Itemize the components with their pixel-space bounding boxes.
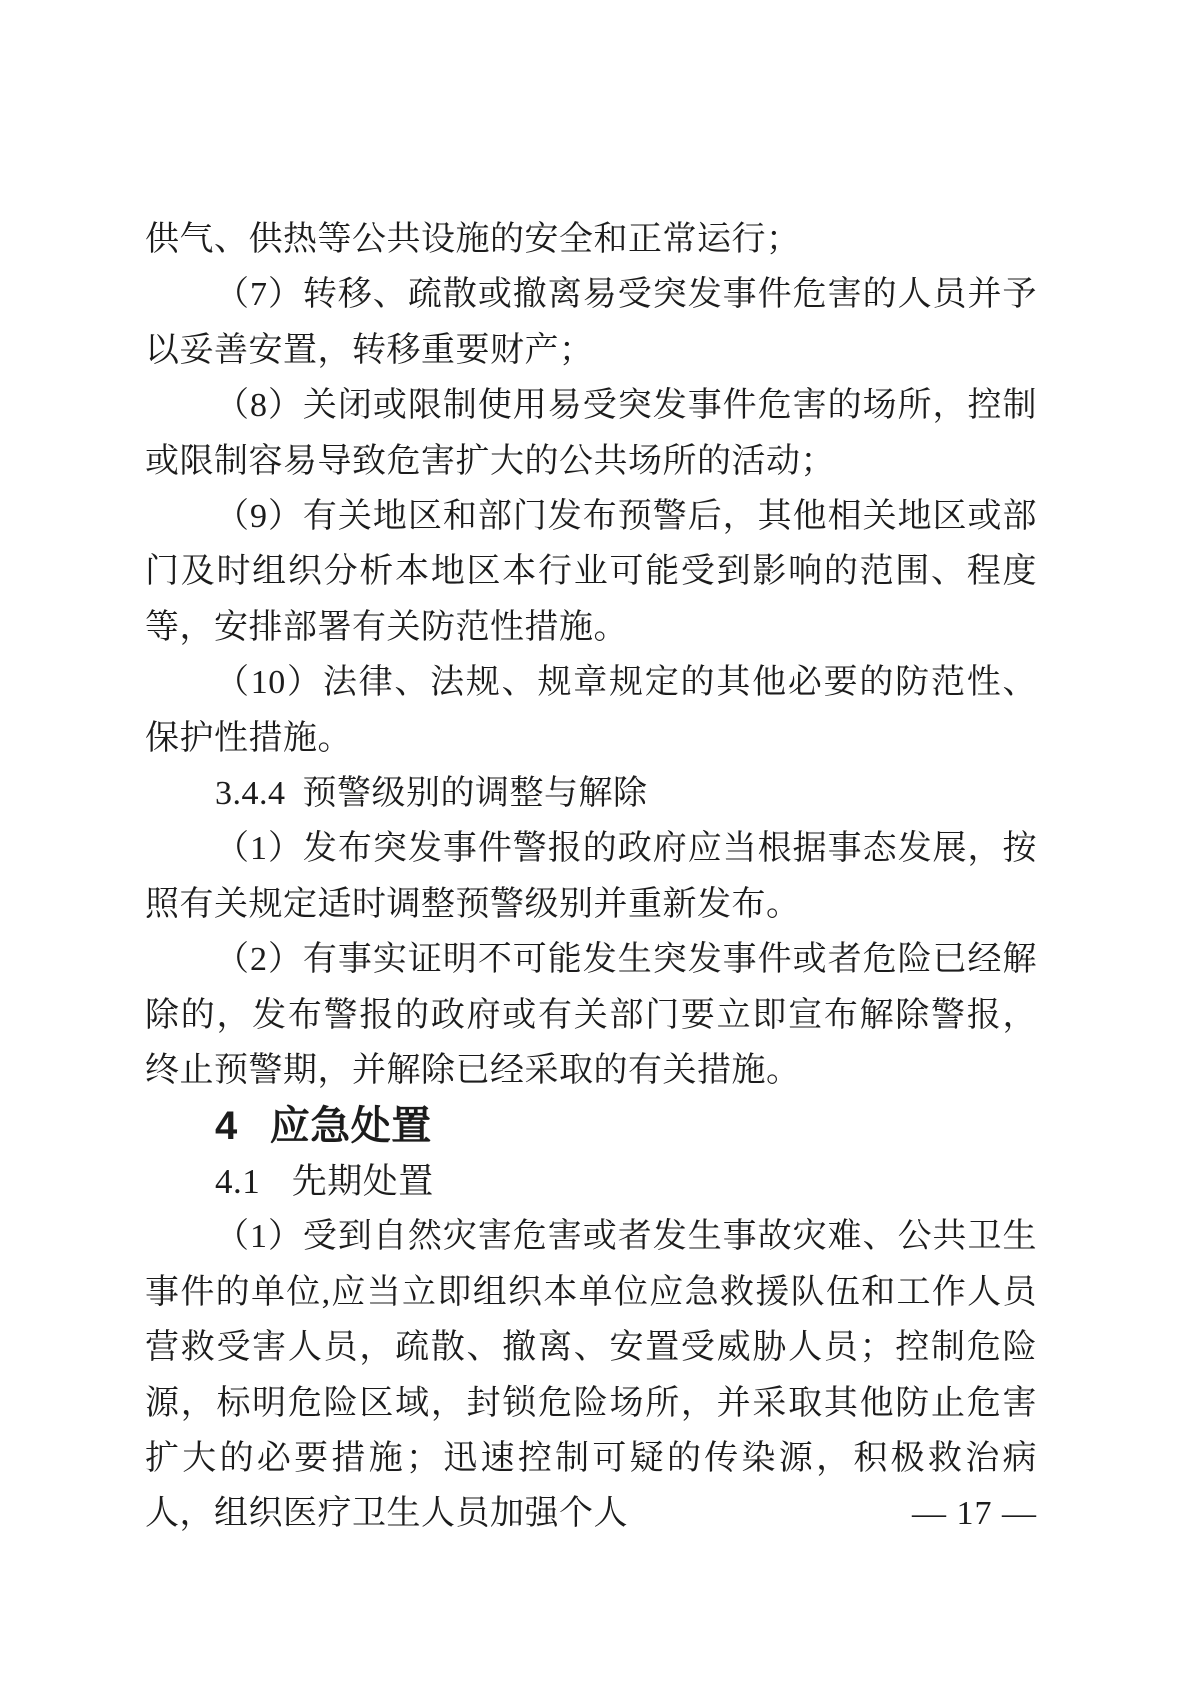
- heading-number: 4.1: [215, 1161, 261, 1201]
- document-body: [145, 212, 1037, 1542]
- body-paragraph-continuation: 供气、供热等公共设施的安全和正常运行；: [145, 221, 801, 258]
- body-paragraph-item-1-firstresponse: （1）受到自然灾害危害或者发生事故灾难、公共卫生事件的单位,应当立即组织本单位应急救援队伍和工作人员营救受害人员，疏散、撤离、安置受威胁人员；控制危险源，标明危险区域，封锁危险场所，并采取其他防止危害扩大的必要措施；迅速控制可疑的传染源，积极救治病人，组织医疗卫生人员加强个人: [145, 1218, 1037, 1533]
- body-paragraph-item-1: （1）发布突发事件警报的政府应当根据事态发展，按照有关规定适时调整预警级别并重新发布。: [145, 830, 1037, 923]
- section-heading-3-4-4: [145, 766, 1037, 821]
- section-heading-4-1: [145, 1154, 1037, 1209]
- heading-title: 应急处置: [269, 1103, 432, 1148]
- body-paragraph-item-8: （8）关闭或限制使用易受突发事件危害的场所，控制或限制容易导致危害扩大的公共场所的活动；: [145, 387, 1037, 480]
- section-heading-4: [145, 1099, 1037, 1154]
- heading-title: 先期处置: [291, 1161, 434, 1201]
- heading-number: 4: [215, 1103, 238, 1148]
- body-paragraph-item-7: （7）转移、疏散或撤离易受突发事件危害的人员并予以妥善安置，转移重要财产；: [145, 276, 1037, 369]
- heading-number: 3.4.4: [215, 775, 286, 813]
- heading-title: 预警级别的调整与解除: [302, 775, 648, 813]
- body-paragraph-item-9: （9）有关地区和部门发布预警后，其他相关地区或部门及时组织分析本地区本行业可能受到影响的范围、程度等，安排部署有关防范性措施。: [145, 498, 1037, 646]
- body-paragraph-item-10: （10）法律、法规、规章规定的其他必要的防范性、保护性措施。: [145, 664, 1037, 757]
- body-paragraph-item-2: （2）有事实证明不可能发生突发事件或者危险已经解除的，发布警报的政府或有关部门要立即宣布解除警报，终止预警期，并解除已经采取的有关措施。: [145, 941, 1037, 1090]
- page-number: — 17 —: [912, 1495, 1037, 1532]
